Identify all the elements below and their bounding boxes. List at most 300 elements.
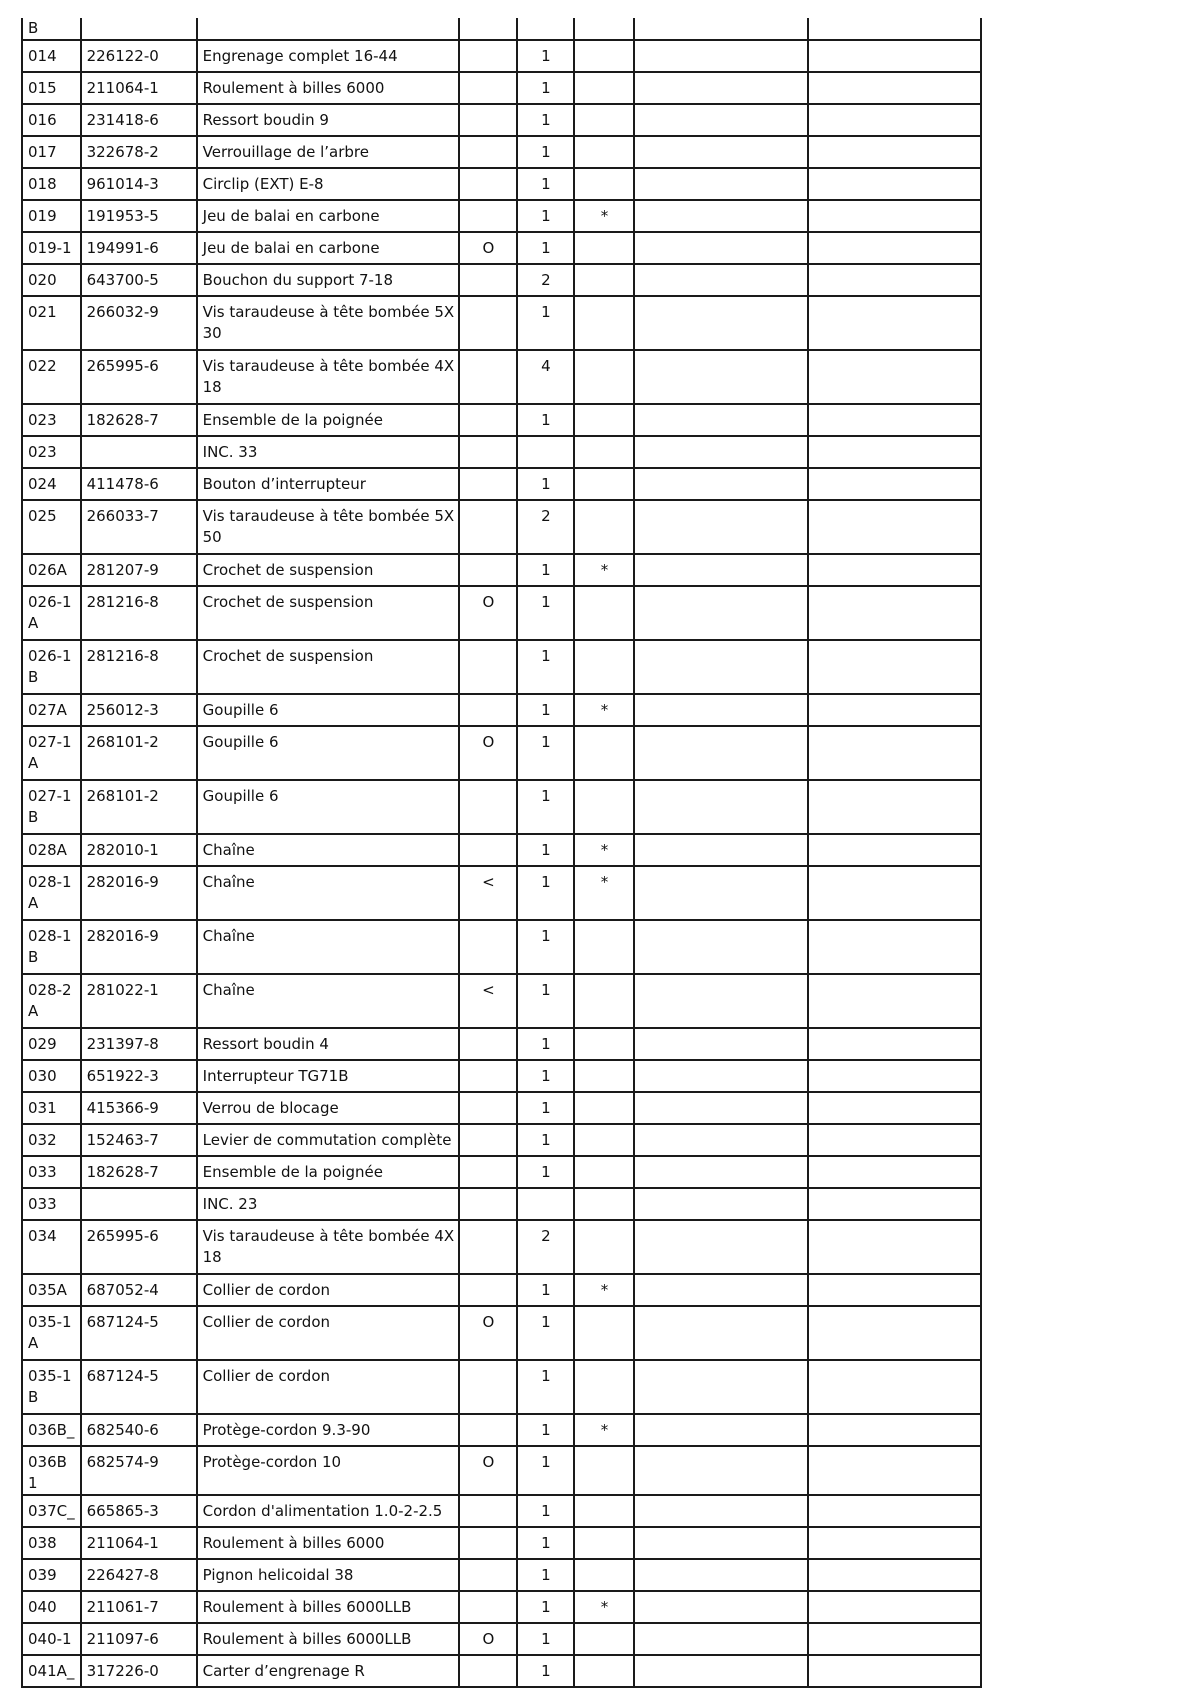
table-row (22, 136, 981, 168)
star-mark-cell (574, 1446, 634, 1495)
quantity-cell: 1 (517, 1527, 574, 1559)
quantity-cell: 1 (517, 104, 574, 136)
part-number-cell: 282016-9 (81, 920, 197, 974)
part-number-cell: 152463-7 (81, 1124, 197, 1156)
option-mark-cell (459, 1092, 516, 1124)
quantity-cell: 1 (517, 1092, 574, 1124)
description-cell: Collier de cordon (197, 1274, 460, 1306)
quantity-cell: 1 (517, 834, 574, 866)
quantity-cell: 1 (517, 694, 574, 726)
star-mark-cell (574, 232, 634, 264)
blank-cell (808, 350, 981, 404)
part-number-cell: 687052-4 (81, 1274, 197, 1306)
option-mark-cell (459, 780, 516, 834)
table-row (22, 586, 981, 640)
option-mark-cell (459, 1655, 516, 1687)
blank-cell (808, 780, 981, 834)
blank-cell (808, 436, 981, 468)
table-row (22, 404, 981, 436)
table-row (22, 200, 981, 232)
table-row (22, 920, 981, 974)
item-number-cell: 035-1 B (22, 1360, 81, 1414)
star-mark-cell (574, 1028, 634, 1060)
blank-cell (634, 104, 809, 136)
blank-cell (634, 136, 809, 168)
item-number-cell: 034 (22, 1220, 81, 1274)
blank-cell (808, 586, 981, 640)
option-mark-cell (459, 694, 516, 726)
item-number-cell: 040 (22, 1591, 81, 1623)
option-mark-cell (459, 18, 516, 40)
blank-cell (634, 40, 809, 72)
item-number-cell: 038 (22, 1527, 81, 1559)
description-cell: Jeu de balai en carbone (197, 200, 460, 232)
blank-cell (634, 1623, 809, 1655)
blank-cell (808, 1591, 981, 1623)
part-number-cell: 281022-1 (81, 974, 197, 1028)
blank-cell (634, 974, 809, 1028)
option-mark-cell (459, 72, 516, 104)
part-number-cell: 211064-1 (81, 72, 197, 104)
option-mark-cell: < (459, 866, 516, 920)
table-row (22, 350, 981, 404)
star-mark-cell (574, 780, 634, 834)
blank-cell (634, 264, 809, 296)
quantity-cell: 1 (517, 1156, 574, 1188)
blank-cell (808, 920, 981, 974)
quantity-cell: 1 (517, 1655, 574, 1687)
quantity-cell: 1 (517, 1495, 574, 1527)
option-mark-cell (459, 1360, 516, 1414)
item-number-cell: 027-1 B (22, 780, 81, 834)
blank-cell (634, 436, 809, 468)
blank-cell (808, 974, 981, 1028)
blank-cell (808, 1124, 981, 1156)
blank-cell (634, 640, 809, 694)
quantity-cell: 1 (517, 554, 574, 586)
item-number-cell: 030 (22, 1060, 81, 1092)
description-cell: Roulement à billes 6000LLB (197, 1623, 460, 1655)
star-mark-cell (574, 1060, 634, 1092)
description-cell: Vis taraudeuse à tête bombée 4X 18 (197, 1220, 460, 1274)
quantity-cell (517, 1188, 574, 1220)
part-number-cell: 651922-3 (81, 1060, 197, 1092)
blank-cell (634, 1559, 809, 1591)
star-mark-cell (574, 72, 634, 104)
quantity-cell: 1 (517, 586, 574, 640)
description-cell: Verrou de blocage (197, 1092, 460, 1124)
option-mark-cell (459, 1060, 516, 1092)
item-number-cell: 039 (22, 1559, 81, 1591)
item-number-cell: 025 (22, 500, 81, 554)
star-mark-cell: * (574, 200, 634, 232)
description-cell: Ensemble de la poignée (197, 404, 460, 436)
part-number-cell: 643700-5 (81, 264, 197, 296)
option-mark-cell (459, 640, 516, 694)
description-cell: Cordon d'alimentation 1.0-2-2.5 (197, 1495, 460, 1527)
quantity-cell: 1 (517, 1274, 574, 1306)
quantity-cell: 1 (517, 1060, 574, 1092)
part-number-cell: 211064-1 (81, 1527, 197, 1559)
part-number-cell: 231418-6 (81, 104, 197, 136)
part-number-cell: 281207-9 (81, 554, 197, 586)
table-row (22, 1306, 981, 1360)
table-row (22, 780, 981, 834)
blank-cell (634, 1274, 809, 1306)
option-mark-cell (459, 468, 516, 500)
part-number-cell: 415366-9 (81, 1092, 197, 1124)
blank-cell (634, 296, 809, 350)
blank-cell (808, 1446, 981, 1495)
table-row (22, 1446, 981, 1495)
blank-cell (634, 350, 809, 404)
blank-cell (808, 18, 981, 40)
option-mark-cell (459, 1559, 516, 1591)
star-mark-cell (574, 1188, 634, 1220)
table-row (22, 40, 981, 72)
item-number-cell: 021 (22, 296, 81, 350)
quantity-cell: 2 (517, 1220, 574, 1274)
star-mark-cell (574, 586, 634, 640)
table-row (22, 1092, 981, 1124)
item-number-cell: 026-1 B (22, 640, 81, 694)
star-mark-cell (574, 1124, 634, 1156)
star-mark-cell (574, 1527, 634, 1559)
option-mark-cell: O (459, 232, 516, 264)
description-cell: Collier de cordon (197, 1306, 460, 1360)
option-mark-cell (459, 1188, 516, 1220)
quantity-cell: 1 (517, 1559, 574, 1591)
table-row (22, 974, 981, 1028)
part-number-cell: 182628-7 (81, 1156, 197, 1188)
star-mark-cell (574, 264, 634, 296)
option-mark-cell (459, 1124, 516, 1156)
description-cell: Protège-cordon 9.3-90 (197, 1414, 460, 1446)
table-row (22, 1414, 981, 1446)
part-number-cell: 282016-9 (81, 866, 197, 920)
table-row (22, 500, 981, 554)
part-number-cell: 182628-7 (81, 404, 197, 436)
star-mark-cell (574, 40, 634, 72)
blank-cell (634, 920, 809, 974)
table-row (22, 1156, 981, 1188)
quantity-cell: 1 (517, 640, 574, 694)
description-cell: Crochet de suspension (197, 554, 460, 586)
quantity-cell: 1 (517, 468, 574, 500)
option-mark-cell: O (459, 586, 516, 640)
star-mark-cell (574, 1360, 634, 1414)
description-cell: Carter d’engrenage R (197, 1655, 460, 1687)
description-cell: Ressort boudin 4 (197, 1028, 460, 1060)
star-mark-cell (574, 1306, 634, 1360)
description-cell (197, 18, 460, 40)
blank-cell (808, 72, 981, 104)
table-row (22, 264, 981, 296)
description-cell: Roulement à billes 6000 (197, 72, 460, 104)
description-cell: Chaîne (197, 974, 460, 1028)
part-number-cell: 682574-9 (81, 1446, 197, 1495)
star-mark-cell (574, 974, 634, 1028)
blank-cell (808, 726, 981, 780)
item-number-cell: 028-2 A (22, 974, 81, 1028)
option-mark-cell: < (459, 974, 516, 1028)
part-number-cell: 282010-1 (81, 834, 197, 866)
description-cell: Goupille 6 (197, 780, 460, 834)
blank-cell (634, 1591, 809, 1623)
table-row (22, 468, 981, 500)
description-cell: Bouchon du support 7-18 (197, 264, 460, 296)
description-cell: Roulement à billes 6000LLB (197, 1591, 460, 1623)
table-row (22, 1495, 981, 1527)
description-cell: Vis taraudeuse à tête bombée 5X 50 (197, 500, 460, 554)
blank-cell (808, 1156, 981, 1188)
table-row (22, 1274, 981, 1306)
item-number-cell: 018 (22, 168, 81, 200)
blank-cell (808, 1360, 981, 1414)
description-cell: Vis taraudeuse à tête bombée 4X 18 (197, 350, 460, 404)
table-row (22, 1591, 981, 1623)
quantity-cell: 1 (517, 404, 574, 436)
option-mark-cell (459, 264, 516, 296)
item-number-cell: 026-1 A (22, 586, 81, 640)
part-number-cell: 211097-6 (81, 1623, 197, 1655)
option-mark-cell (459, 920, 516, 974)
star-mark-cell (574, 436, 634, 468)
star-mark-cell (574, 468, 634, 500)
part-number-cell (81, 436, 197, 468)
part-number-cell: 266032-9 (81, 296, 197, 350)
item-number-cell: 026A (22, 554, 81, 586)
item-number-cell: 024 (22, 468, 81, 500)
blank-cell (634, 1060, 809, 1092)
blank-cell (634, 1527, 809, 1559)
blank-cell (808, 40, 981, 72)
parts-table (21, 18, 982, 1688)
table-row (22, 1220, 981, 1274)
table-row (22, 1655, 981, 1687)
description-cell: Collier de cordon (197, 1360, 460, 1414)
part-number-cell: 265995-6 (81, 350, 197, 404)
blank-cell (634, 780, 809, 834)
blank-cell (808, 1060, 981, 1092)
blank-cell (808, 866, 981, 920)
table-row (22, 694, 981, 726)
option-mark-cell (459, 1220, 516, 1274)
quantity-cell: 1 (517, 40, 574, 72)
star-mark-cell (574, 920, 634, 974)
quantity-cell: 1 (517, 1446, 574, 1495)
star-mark-cell (574, 1156, 634, 1188)
blank-cell (808, 834, 981, 866)
part-number-cell: 322678-2 (81, 136, 197, 168)
item-number-cell: 033 (22, 1188, 81, 1220)
table-row (22, 1360, 981, 1414)
table-row (22, 554, 981, 586)
table-row (22, 168, 981, 200)
part-number-cell: 191953-5 (81, 200, 197, 232)
part-number-cell: 231397-8 (81, 1028, 197, 1060)
blank-cell (634, 1655, 809, 1687)
description-cell: Crochet de suspension (197, 640, 460, 694)
table-row (22, 18, 981, 40)
option-mark-cell: O (459, 1623, 516, 1655)
item-number-cell: 022 (22, 350, 81, 404)
blank-cell (808, 136, 981, 168)
blank-cell (808, 1306, 981, 1360)
star-mark-cell (574, 168, 634, 200)
option-mark-cell (459, 404, 516, 436)
blank-cell (808, 168, 981, 200)
quantity-cell: 1 (517, 1124, 574, 1156)
description-cell: Crochet de suspension (197, 586, 460, 640)
blank-cell (808, 264, 981, 296)
part-number-cell: 211061-7 (81, 1591, 197, 1623)
blank-cell (808, 468, 981, 500)
table-row (22, 232, 981, 264)
star-mark-cell: * (574, 694, 634, 726)
table-row (22, 1623, 981, 1655)
description-cell: Engrenage complet 16-44 (197, 40, 460, 72)
star-mark-cell (574, 1495, 634, 1527)
part-number-cell: 665865-3 (81, 1495, 197, 1527)
blank-cell (634, 694, 809, 726)
item-number-cell: 016 (22, 104, 81, 136)
star-mark-cell: * (574, 1414, 634, 1446)
blank-cell (808, 404, 981, 436)
blank-cell (634, 168, 809, 200)
item-number-cell: 014 (22, 40, 81, 72)
star-mark-cell (574, 500, 634, 554)
table-row (22, 834, 981, 866)
blank-cell (808, 104, 981, 136)
table-row (22, 1188, 981, 1220)
item-number-cell: 036B1 (22, 1446, 81, 1495)
part-number-cell: 687124-5 (81, 1306, 197, 1360)
star-mark-cell (574, 104, 634, 136)
star-mark-cell: * (574, 866, 634, 920)
blank-cell (634, 1092, 809, 1124)
option-mark-cell (459, 554, 516, 586)
blank-cell (634, 1495, 809, 1527)
quantity-cell: 1 (517, 866, 574, 920)
blank-cell (808, 554, 981, 586)
blank-cell (634, 834, 809, 866)
option-mark-cell (459, 1495, 516, 1527)
option-mark-cell (459, 1028, 516, 1060)
star-mark-cell (574, 640, 634, 694)
table-row (22, 1559, 981, 1591)
star-mark-cell (574, 404, 634, 436)
part-number-cell: 194991-6 (81, 232, 197, 264)
description-cell: Jeu de balai en carbone (197, 232, 460, 264)
blank-cell (634, 232, 809, 264)
blank-cell (808, 200, 981, 232)
description-cell: Circlip (EXT) E-8 (197, 168, 460, 200)
item-number-cell: 017 (22, 136, 81, 168)
star-mark-cell (574, 296, 634, 350)
description-cell: Pignon helicoidal 38 (197, 1559, 460, 1591)
star-mark-cell: * (574, 834, 634, 866)
table-row (22, 640, 981, 694)
option-mark-cell (459, 1156, 516, 1188)
item-number-cell: 020 (22, 264, 81, 296)
blank-cell (808, 640, 981, 694)
blank-cell (808, 1623, 981, 1655)
blank-cell (808, 232, 981, 264)
part-number-cell: 281216-8 (81, 640, 197, 694)
part-number-cell (81, 18, 197, 40)
item-number-cell: 033 (22, 1156, 81, 1188)
blank-cell (634, 1124, 809, 1156)
item-number-cell: 023 (22, 436, 81, 468)
star-mark-cell (574, 1220, 634, 1274)
option-mark-cell (459, 168, 516, 200)
star-mark-cell (574, 136, 634, 168)
description-cell: INC. 23 (197, 1188, 460, 1220)
item-number-cell: 035A (22, 1274, 81, 1306)
item-number-cell: 028A (22, 834, 81, 866)
star-mark-cell (574, 1623, 634, 1655)
star-mark-cell: * (574, 1591, 634, 1623)
option-mark-cell (459, 350, 516, 404)
quantity-cell: 2 (517, 264, 574, 296)
option-mark-cell (459, 1274, 516, 1306)
option-mark-cell (459, 136, 516, 168)
blank-cell (634, 200, 809, 232)
star-mark-cell (574, 1655, 634, 1687)
blank-cell (634, 1446, 809, 1495)
blank-cell (808, 1092, 981, 1124)
part-number-cell (81, 1188, 197, 1220)
item-number-cell: 029 (22, 1028, 81, 1060)
option-mark-cell: O (459, 726, 516, 780)
item-number-cell: 040-1 (22, 1623, 81, 1655)
item-number-cell: 023 (22, 404, 81, 436)
quantity-cell: 1 (517, 780, 574, 834)
item-number-cell: 035-1 A (22, 1306, 81, 1360)
description-cell: Chaîne (197, 834, 460, 866)
description-cell: Chaîne (197, 866, 460, 920)
blank-cell (808, 1220, 981, 1274)
blank-cell (634, 72, 809, 104)
quantity-cell: 1 (517, 168, 574, 200)
item-number-cell: 015 (22, 72, 81, 104)
quantity-cell: 1 (517, 1623, 574, 1655)
table-row (22, 72, 981, 104)
description-cell: Goupille 6 (197, 694, 460, 726)
star-mark-cell: * (574, 554, 634, 586)
table-row (22, 436, 981, 468)
option-mark-cell (459, 40, 516, 72)
parts-table-body (22, 18, 981, 1687)
option-mark-cell (459, 1591, 516, 1623)
blank-cell (634, 468, 809, 500)
part-number-cell: 268101-2 (81, 780, 197, 834)
part-number-cell: 226122-0 (81, 40, 197, 72)
star-mark-cell (574, 1092, 634, 1124)
star-mark-cell: * (574, 1274, 634, 1306)
quantity-cell: 1 (517, 1414, 574, 1446)
item-number-cell: 019 (22, 200, 81, 232)
description-cell: Protège-cordon 10 (197, 1446, 460, 1495)
item-number-cell: B (22, 18, 81, 40)
blank-cell (634, 1156, 809, 1188)
option-mark-cell: O (459, 1306, 516, 1360)
quantity-cell: 1 (517, 726, 574, 780)
blank-cell (634, 1306, 809, 1360)
option-mark-cell (459, 500, 516, 554)
blank-cell (634, 1414, 809, 1446)
